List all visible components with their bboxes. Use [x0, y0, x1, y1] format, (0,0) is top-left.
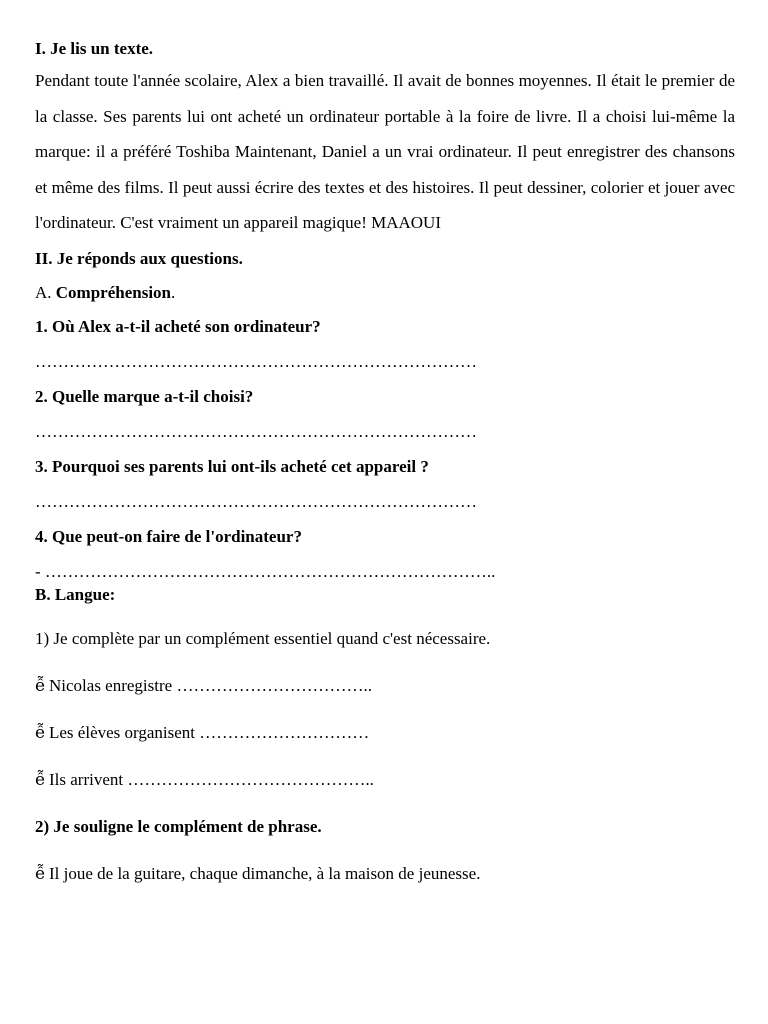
bullet-icon: ễ [35, 769, 46, 790]
question-3: 3. Pourquoi ses parents lui ont-ils acheté cet appareil ? [35, 456, 429, 476]
comprehension-suffix: . [171, 282, 176, 302]
bullet-icon: ễ [35, 722, 46, 743]
worksheet [35, 34, 735, 886]
comprehension-label: Compréhension [55, 282, 172, 302]
instruction-underline: 2) Je souligne le complément de phrase. [35, 816, 322, 836]
sentence-text[interactable]: Il joue de la guitare, chaque dimanche, à la maison de jeunesse. [49, 863, 481, 883]
question-1: 1. Où Alex a-t-il acheté son ordinateur? [35, 316, 321, 336]
exercise-item-text[interactable]: Nicolas enregistre …………………………….. [49, 675, 372, 695]
langue-title: B. Langue: [35, 584, 116, 604]
answer-line-3[interactable]: …………………………………………………………………… [35, 491, 477, 511]
answer-line-4[interactable]: - …………………………………………………………………….. [35, 561, 496, 581]
exercise-item-text[interactable]: Ils arrivent …………………………………….. [49, 769, 374, 789]
question-4: 4. Que peut-on faire de l'ordinateur? [35, 526, 302, 546]
bullet-icon: ễ [35, 863, 46, 884]
comprehension-heading [35, 276, 735, 310]
bullet-icon: ễ [35, 675, 46, 696]
exercise-item-text[interactable]: Les élèves organisent ………………………… [49, 722, 370, 742]
answer-line-1[interactable]: …………………………………………………………………… [35, 351, 477, 371]
comprehension-prefix: A. [35, 282, 56, 302]
exercise-item-1 [35, 674, 735, 698]
instruction-complete: 1) Je complète par un complément essentiel quand c'est nécessaire. [35, 628, 491, 648]
part1-title: I. Je lis un texte. [35, 39, 154, 58]
question-2: 2. Quelle marque a-t-il choisi? [35, 386, 254, 406]
reading-text: Pendant toute l'année scolaire, Alex a bien travaillé. Il avait de bonnes moyennes. Il était le premier de la classe. Ses parents lui ont acheté un ordinateur portable à la foire de livre. Il a choisi lui-même la marque: il a préféré Toshiba Maintenant, Daniel a un vrai ordinateur. Il peut enregistrer des chansons et même des films. Il peut aussi écrire des textes et des histoires. Il peut dessiner, colorier et jouer avec l'ordinateur. C'est vraiment un appareil magique! MAAOUI [35, 71, 735, 233]
part2-title: II. Je réponds aux questions. [35, 248, 243, 268]
exercise-item-3 [35, 768, 735, 792]
exercise-sentence [35, 862, 735, 886]
answer-line-2[interactable]: …………………………………………………………………… [35, 421, 477, 441]
exercise-item-2 [35, 721, 735, 745]
